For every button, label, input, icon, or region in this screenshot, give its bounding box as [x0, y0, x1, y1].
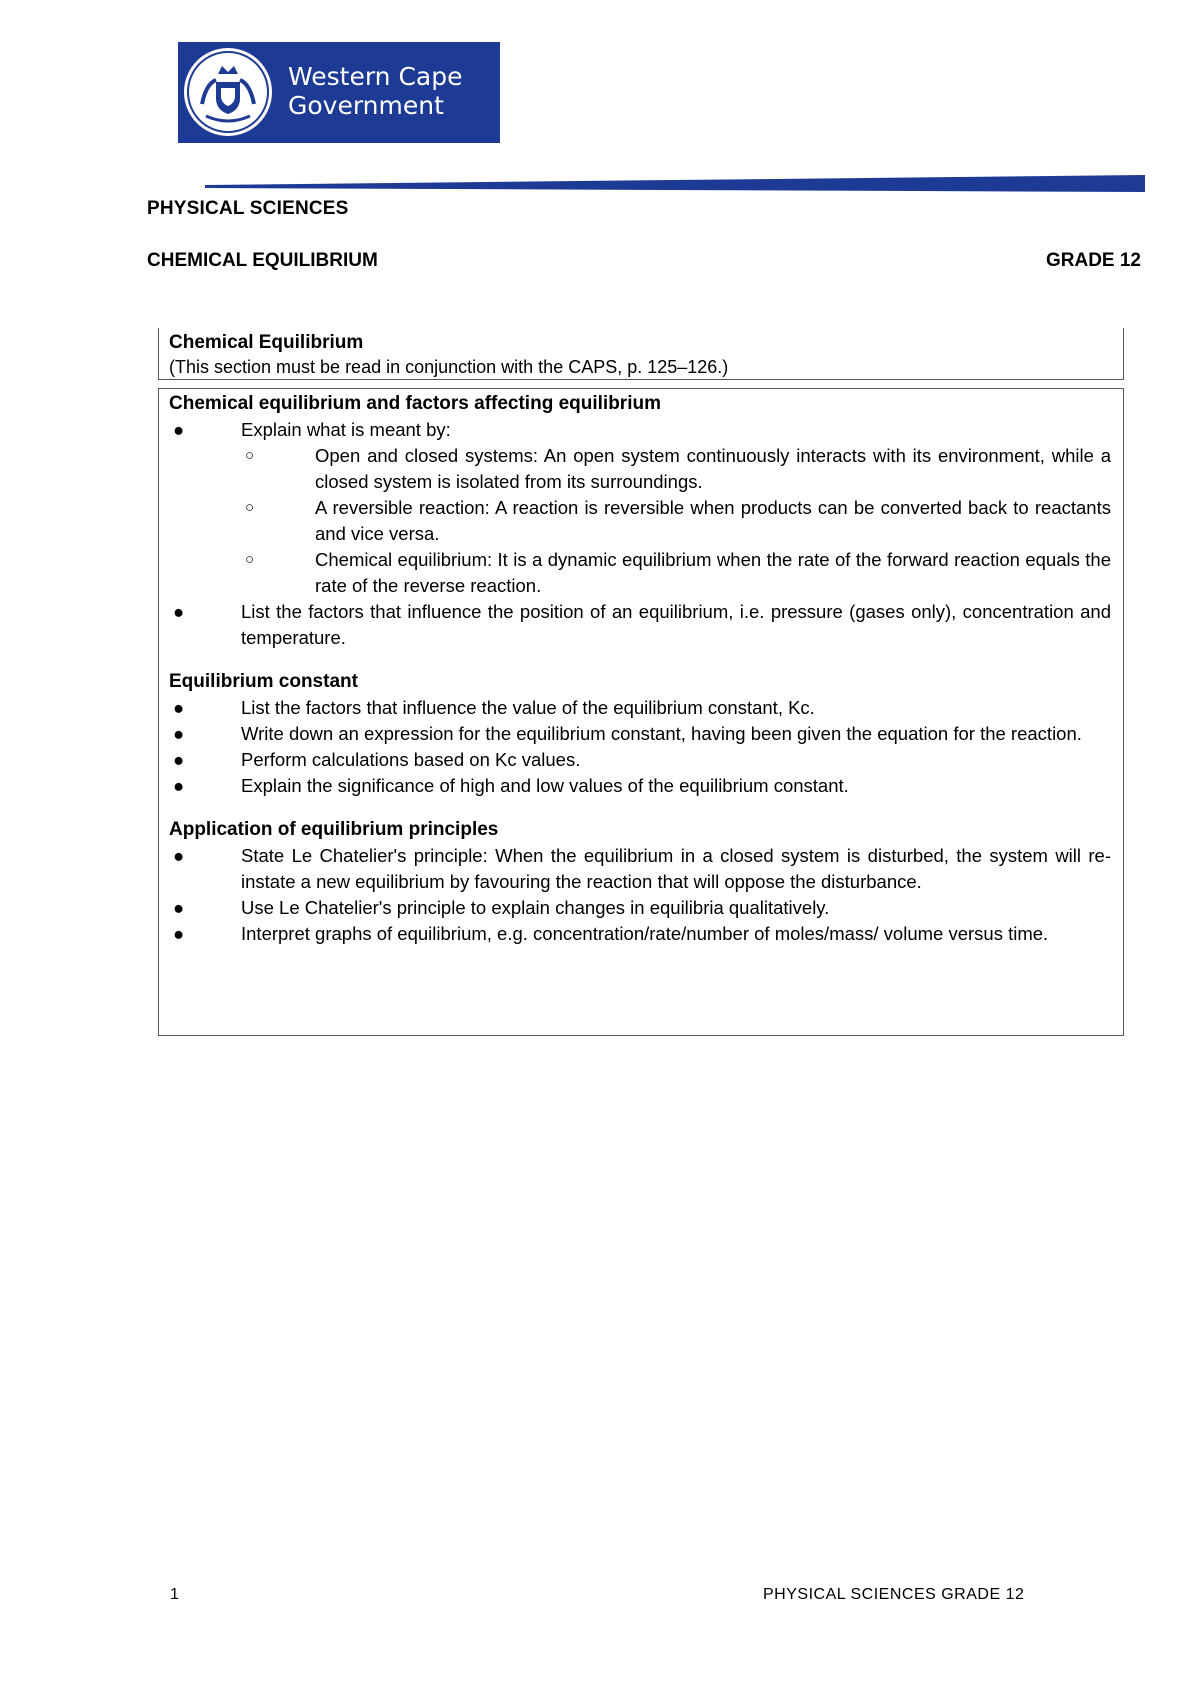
sub-list-item-text: Open and closed systems: An open system continuously interacts with its environment, while a closed system is isolated from its surroundings. [315, 445, 1111, 492]
circle-bullet-icon: ○ [245, 551, 255, 568]
logo-text [288, 62, 463, 120]
page-number: 1 [170, 1586, 179, 1603]
section-application [169, 817, 1111, 947]
footer-text: PHYSICAL SCIENCES GRADE 12 [763, 1586, 1025, 1603]
list-item-text: Write down an expression for the equilibrium constant, having been given the equation for the reaction. [241, 723, 1082, 744]
bullet-icon: ● [173, 923, 185, 944]
bullet-icon: ● [173, 775, 185, 796]
section-heading: Equilibrium constant [169, 671, 358, 692]
list-item [169, 417, 1111, 443]
sub-list-item [169, 443, 1111, 495]
list-item-text: List the factors that influence the position of an equilibrium, i.e. pressure (gases only), concentration and temperature. [241, 601, 1111, 648]
intro-box [158, 328, 1124, 380]
list-item [169, 895, 1111, 921]
sub-list-item-text: Chemical equilibrium: It is a dynamic equilibrium when the rate of the forward reaction equals the rate of the reverse reaction. [315, 549, 1111, 596]
section-heading: Application of equilibrium principles [169, 819, 499, 840]
header-rule [205, 172, 1145, 194]
list-item-text: Interpret graphs of equilibrium, e.g. concentration/rate/number of moles/mass/ volume versus time. [241, 923, 1049, 944]
list-item-text: Use Le Chatelier's principle to explain changes in equilibria qualitatively. [241, 897, 830, 918]
list-item [169, 695, 1111, 721]
intro-title: Chemical Equilibrium [169, 332, 364, 353]
section-equilibrium-constant [169, 669, 1111, 799]
sub-list-item [169, 547, 1111, 599]
content-box [158, 388, 1124, 1036]
list-item-text: Explain the significance of high and low values of the equilibrium constant. [241, 775, 849, 796]
list-item [169, 773, 1111, 799]
list-item [169, 599, 1111, 651]
logo-line-1: Western Cape [288, 62, 463, 91]
section-chemical-equilibrium [169, 391, 1111, 651]
circle-bullet-icon: ○ [245, 447, 255, 464]
bullet-icon: ● [173, 697, 185, 718]
section-heading: Chemical equilibrium and factors affecting equilibrium [169, 393, 661, 414]
list-item-text: State Le Chatelier's principle: When the equilibrium in a closed system is disturbed, the system will re-instate a new equilibrium by favouring the reaction that will oppose the disturbance. [241, 845, 1111, 892]
subject-heading: PHYSICAL SCIENCES [147, 198, 349, 219]
intro-note: (This section must be read in conjunction with the CAPS, p. 125–126.) [169, 357, 729, 377]
bullet-icon: ● [173, 601, 185, 622]
bullet-icon: ● [173, 845, 185, 866]
coat-of-arms-icon [178, 42, 278, 142]
list-item-text: Perform calculations based on Kc values. [241, 749, 581, 770]
list-item [169, 843, 1111, 895]
list-item-text: List the factors that influence the value of the equilibrium constant, Kc. [241, 697, 815, 718]
western-cape-government-logo [178, 42, 500, 143]
grade-label: GRADE 12 [1045, 250, 1141, 271]
list-item [169, 921, 1111, 947]
list-item [169, 747, 1111, 773]
bullet-icon: ● [173, 723, 185, 744]
list-item-text: Explain what is meant by: [241, 419, 451, 440]
bullet-icon: ● [173, 749, 185, 770]
circle-bullet-icon: ○ [245, 499, 255, 516]
topic-heading: CHEMICAL EQUILIBRIUM [147, 250, 378, 271]
bullet-icon: ● [173, 419, 185, 440]
sub-list-item-text: A reversible reaction: A reaction is reversible when products can be converted back to reactants and vice versa. [315, 497, 1111, 544]
logo-line-2: Government [288, 91, 444, 120]
list-item [169, 721, 1111, 747]
bullet-icon: ● [173, 897, 185, 918]
sub-list-item [169, 495, 1111, 547]
